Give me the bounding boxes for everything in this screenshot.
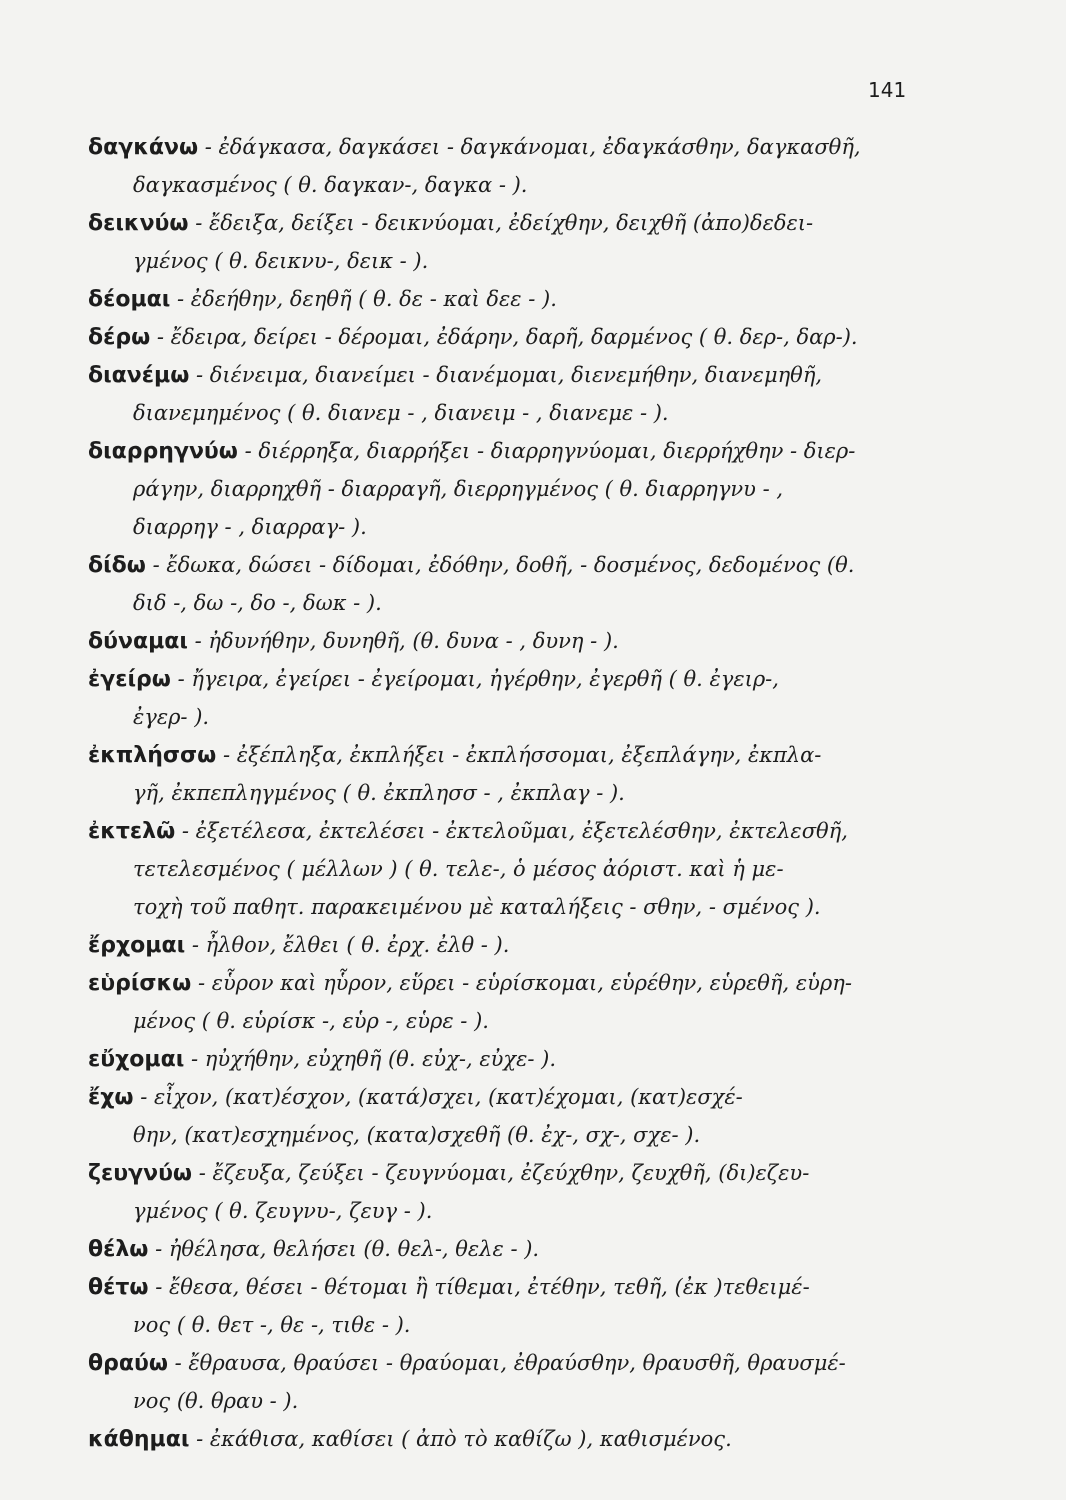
- headword: δίδω: [88, 553, 146, 578]
- entry-first-line: [88, 280, 928, 318]
- verb-entry: [88, 660, 928, 736]
- entry-first-line: [88, 736, 928, 774]
- entry-forms: - ἔζευξα, ζεύξει - ζευγνύομαι, ἐζεύχθην, ζευχθῆ, (δι)εζευ-: [192, 1161, 810, 1185]
- entry-continuation-line: [88, 1002, 928, 1040]
- entry-first-line: [88, 622, 928, 660]
- entry-forms: - εἶχον, (κατ)έσχον, (κατά)σχει, (κατ)έχομαι, (κατ)εσχέ-: [133, 1085, 743, 1109]
- entry-forms: γμένος ( θ. δεικνυ-, δεικ - ).: [133, 249, 429, 273]
- verb-entry: [88, 546, 928, 622]
- entry-forms: - ἔθεσα, θέσει - θέτομαι ἢ τίθεμαι, ἐτέθην, τεθῆ, (ἐκ )τεθειμέ-: [148, 1275, 810, 1299]
- headword: κάθημαι: [88, 1427, 190, 1452]
- headword: δέρω: [88, 325, 151, 350]
- entry-forms: διδ -, δω -, δο -, δωκ - ).: [133, 591, 382, 615]
- headword: ἐγείρω: [88, 667, 171, 692]
- entry-continuation-line: [88, 774, 928, 812]
- entry-forms: νος (θ. θραυ - ).: [133, 1389, 299, 1413]
- verb-entry: [88, 1078, 928, 1154]
- entry-forms: - ἔδωκα, δώσει - δίδομαι, ἐδόθην, δοθῆ, - δοσμένος, δεδομένος (θ.: [145, 553, 855, 577]
- entry-continuation-line: [88, 242, 928, 280]
- verb-entry: [88, 128, 928, 204]
- verb-entry: [88, 1344, 928, 1420]
- entry-first-line: [88, 1344, 928, 1382]
- entry-first-line: [88, 432, 928, 470]
- verb-entry: [88, 1268, 928, 1344]
- entry-forms: - ἔθραυσα, θραύσει - θραύομαι, ἐθραύσθην, θραυσθῆ, θραυσμέ-: [167, 1351, 846, 1375]
- verb-entry: [88, 1154, 928, 1230]
- entry-forms: μένος ( θ. εὑρίσκ -, εὑρ -, εὑρε - ).: [133, 1009, 489, 1033]
- verb-entry: [88, 812, 928, 926]
- entry-forms: - ἐξέπληξα, ἐκπλήξει - ἐκπλήσσομαι, ἐξεπλάγην, ἐκπλα-: [216, 743, 822, 767]
- verb-entry: [88, 432, 928, 546]
- entry-forms: - ἠθέλησα, θελήσει (θ. θελ-, θελε - ).: [148, 1237, 540, 1261]
- entry-forms: γμένος ( θ. ζευγνυ-, ζευγ - ).: [133, 1199, 433, 1223]
- entry-continuation-line: [88, 1306, 928, 1344]
- entry-continuation-line: [88, 1382, 928, 1420]
- entry-forms: - ἐξετέλεσα, ἐκτελέσει - ἐκτελοῦμαι, ἐξετελέσθην, ἐκτελεσθῆ,: [175, 819, 848, 843]
- entry-first-line: [88, 1078, 928, 1116]
- verb-entry: [88, 1420, 928, 1458]
- entry-forms: διαρρηγ - , διαρραγ- ).: [133, 515, 367, 539]
- entry-forms: τοχὴ τοῦ παθητ. παρακειμένου μὲ καταλήξεις - σθην, - σμένος ).: [133, 895, 821, 919]
- entry-first-line: [88, 128, 928, 166]
- headword: θέτω: [88, 1275, 149, 1300]
- entry-forms: - διένειμα, διανείμει - διανέμομαι, διενεμήθην, διανεμηθῆ,: [189, 363, 823, 387]
- entry-first-line: [88, 204, 928, 242]
- entry-forms: - ἐδεήθην, δεηθῆ ( θ. δε - καὶ δεε - ).: [170, 287, 557, 311]
- verb-entry: [88, 964, 928, 1040]
- entry-first-line: [88, 1230, 928, 1268]
- headword: διανέμω: [88, 363, 190, 388]
- entry-forms: - ηὐχήθην, εὐχηθῆ (θ. εὐχ-, εὐχε- ).: [184, 1047, 557, 1071]
- entry-forms: - ἠδυνήθην, δυνηθῆ, (θ. δυνα - , δυνη - ).: [187, 629, 619, 653]
- entry-forms: νος ( θ. θετ -, θε -, τιθε - ).: [133, 1313, 411, 1337]
- headword: ἐκτελῶ: [88, 819, 176, 844]
- entry-forms: - διέρρηξα, διαρρήξει - διαρρηγνύομαι, διερρήχθην - διερ-: [237, 439, 856, 463]
- entry-forms: ράγην, διαρρηχθῆ - διαρραγῆ, διερρηγμένος ( θ. διαρρηγνυ - ,: [133, 477, 784, 501]
- headword: ζευγνύω: [88, 1161, 193, 1186]
- headword: δαγκάνω: [88, 135, 199, 160]
- entry-forms: δαγκασμένος ( θ. δαγκαν-, δαγκα - ).: [133, 173, 528, 197]
- entry-continuation-line: [88, 584, 928, 622]
- entry-forms: - ἦλθον, ἔλθει ( θ. ἐρχ. ἐλθ - ).: [185, 933, 510, 957]
- entry-first-line: [88, 1154, 928, 1192]
- headword: ἔρχομαι: [88, 933, 186, 958]
- dictionary-entries: [88, 128, 928, 1458]
- entry-continuation-line: [88, 1116, 928, 1154]
- entry-continuation-line: [88, 1192, 928, 1230]
- verb-entry: [88, 280, 928, 318]
- verb-entry: [88, 1230, 928, 1268]
- entry-forms: ἐγερ- ).: [133, 705, 210, 729]
- entry-continuation-line: [88, 508, 928, 546]
- entry-first-line: [88, 812, 928, 850]
- headword: ἐκπλήσσω: [88, 743, 217, 768]
- entry-forms: τετελεσμένος ( μέλλων ) ( θ. τελε-, ὁ μέσος ἀόριστ. καὶ ἡ με-: [133, 857, 784, 881]
- entry-continuation-line: [88, 698, 928, 736]
- entry-forms: θην, (κατ)εσχημένος, (κατα)σχεθῆ (θ. ἐχ-, σχ-, σχε- ).: [133, 1123, 701, 1147]
- headword: εὑρίσκω: [88, 971, 192, 996]
- entry-forms: γῆ, ἐκπεπληγμένος ( θ. ἐκπλησσ - , ἐκπλαγ - ).: [133, 781, 625, 805]
- headword: θραύω: [88, 1351, 168, 1376]
- headword: δύναμαι: [88, 629, 188, 654]
- entry-forms: διανεμημένος ( θ. διανεμ - , διανειμ - , διανεμε - ).: [133, 401, 669, 425]
- entry-first-line: [88, 926, 928, 964]
- verb-entry: [88, 1040, 928, 1078]
- entry-first-line: [88, 1268, 928, 1306]
- headword: δέομαι: [88, 287, 171, 312]
- entry-first-line: [88, 964, 928, 1002]
- headword: εὔχομαι: [88, 1047, 185, 1072]
- entry-forms: - ἐκάθισα, καθίσει ( ἀπὸ τὸ καθίζω ), καθισμένος.: [189, 1427, 732, 1451]
- verb-entry: [88, 356, 928, 432]
- headword: δεικνύω: [88, 211, 189, 236]
- entry-first-line: [88, 1040, 928, 1078]
- headword: διαρρηγνύω: [88, 439, 238, 464]
- entry-forms: - ἔδειρα, δείρει - δέρομαι, ἐδάρην, δαρῆ, δαρμένος ( θ. δερ-, δαρ-).: [150, 325, 858, 349]
- headword: ἔχω: [88, 1085, 134, 1110]
- entry-continuation-line: [88, 394, 928, 432]
- entry-first-line: [88, 318, 928, 356]
- entry-first-line: [88, 660, 928, 698]
- entry-forms: - ἐδάγκασα, δαγκάσει - δαγκάνομαι, ἐδαγκάσθην, δαγκασθῆ,: [198, 135, 861, 159]
- verb-entry: [88, 318, 928, 356]
- entry-first-line: [88, 546, 928, 584]
- entry-first-line: [88, 356, 928, 394]
- verb-entry: [88, 204, 928, 280]
- verb-entry: [88, 926, 928, 964]
- entry-first-line: [88, 1420, 928, 1458]
- entry-continuation-line: [88, 470, 928, 508]
- entry-forms: - ἔδειξα, δείξει - δεικνύομαι, ἐδείχθην, δειχθῆ (ἀπο)δεδει-: [188, 211, 814, 235]
- page-number: 141: [868, 78, 907, 102]
- entry-forms: - ἤγειρα, ἐγείρει - ἐγείρομαι, ἠγέρθην, ἐγερθῆ ( θ. ἐγειρ-,: [170, 667, 779, 691]
- verb-entry: [88, 736, 928, 812]
- entry-continuation-line: [88, 850, 928, 888]
- entry-continuation-line: [88, 166, 928, 204]
- entry-continuation-line: [88, 888, 928, 926]
- headword: θέλω: [88, 1237, 149, 1262]
- verb-entry: [88, 622, 928, 660]
- entry-forms: - εὗρον καὶ ηὗρον, εὕρει - εὑρίσκομαι, εὑρέθην, εὑρεθῆ, εὑρη-: [191, 971, 852, 995]
